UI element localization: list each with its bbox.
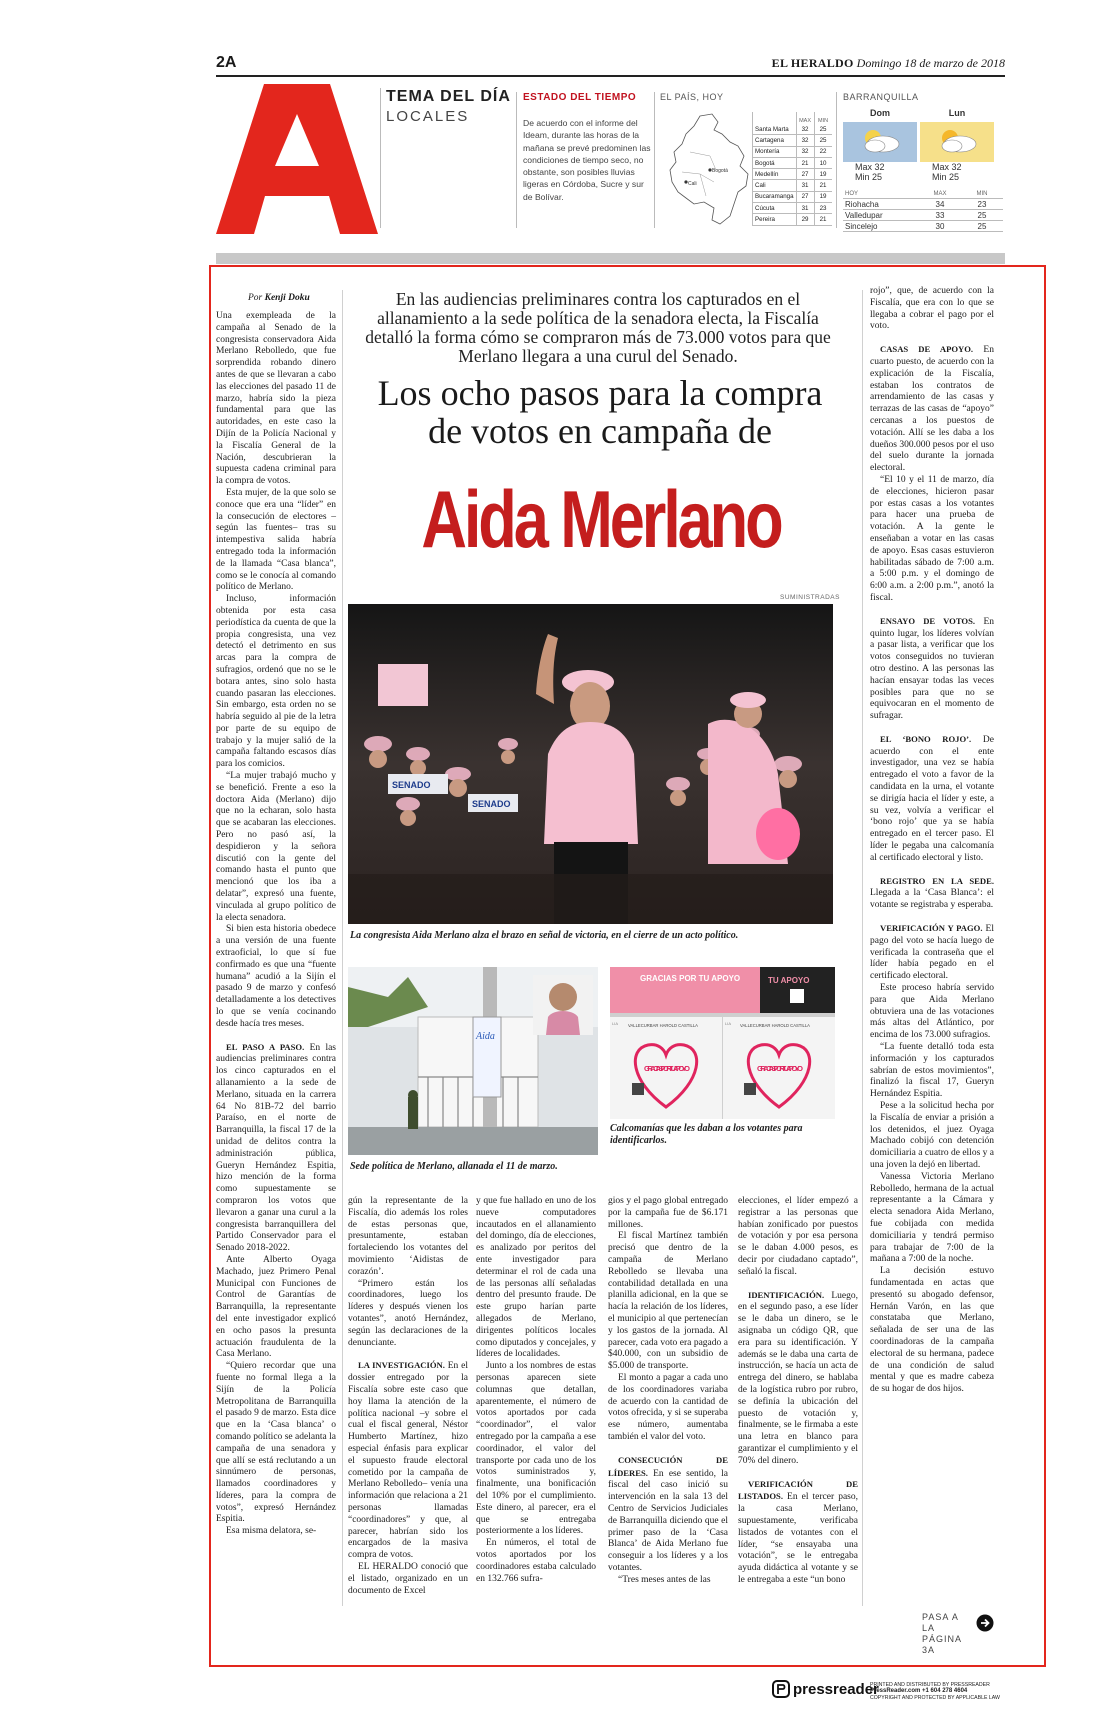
paragraph-text: “La mujer trabajó mucho y se benefició. Frente a eso la doctora Aida (Merlano) dijo que no la echaran, solo hasta que se acabaran las elecciones. Pero no pasó así, la despidieron y la señora discutió con la gente del comando hasta el punto que mencionó que los iba a delatar”, expresó una fuente, vinculada al grupo político de la electa senadora.	[216, 771, 336, 923]
section-letter: A	[216, 84, 217, 85]
paragraph-text: gún la representante de la Fiscalía, dio además los roles de estas personas que, presuntamente, estaban fortaleciendo los votantes del movimiento ‘Aidistas de corazón’.	[348, 1196, 468, 1277]
paragraph-text: Una exempleada de la campaña al Senado de la congresista conservadora Aida Merlano Rebolledo, que fue sorprendida robando dinero antes de que se llevaran a cabo las elecciones del pasado 11 de marzo, habría sido la pieza fundamental para que las autoridades, en este caso la Dijín de la Policía Nacional y la Fiscalía General de la Nación, descubrieran la supuesta cadena criminal para la compra de votos.	[216, 311, 336, 487]
paragraph-text: elecciones, el líder empezó a registrar a las personas que habían zonificado por puestos de votación y por esa persona se le daban 4.000 pesos, es decir por ciudadano captado”, señaló la fiscal.	[738, 1196, 858, 1277]
article-paragraph	[870, 876, 994, 912]
paragraph-text: El pago del voto se hacía luego de verificada la contraseña que el líder había pegado en el certificado electoral.	[870, 924, 994, 982]
paragraph-lead: EL PASO A PASO.	[226, 1041, 305, 1052]
paragraph-text: La decisión estuvo fundamentada en actas que presentó su abogado defensor, Hernán Varón, en las que constataba que Merlano, señalada de ser una de las coordinadoras de la campaña electoral de su hermana, padece de una condición de salud mental y que es madre cabeza de su hogar de dos hijos.	[870, 1266, 994, 1395]
house-photo-caption: Sede política de Merlano, allanada el 11 de marzo.	[350, 1161, 558, 1172]
page-number: 2A	[216, 54, 237, 71]
paragraph-text: En el dossier entregado por la Fiscalía sobre este caso que hoy llama la atención de la política nacional –y sobre el cual el fiscal general, Néstor Humberto Martínez, hizo especial énfasis para explicar el supuesto fraude electoral cometido por la campaña de Merlano Rebolledo– venía una información que relaciona a 21 personas llamadas “coordinadores” y que, al parecer, habrían sido los encargados de la masiva compra de votos.	[348, 1361, 468, 1561]
paragraph-text: y que fue hallado en uno de los nueve computadores incautados en el allanamiento del domingo, día de elecciones, es analizado por peritos del ente investigador para determinar el rol de cada una de las personas allí señaladas dentro del presunto fraude. De este grupo harían parte allegados de Merlano, dirigentes políticos locales como diputados y concejales, y líderes de localidades.	[476, 1196, 596, 1360]
sticker-brand: LIA	[725, 1021, 732, 1026]
paragraph-lead: ENSAYO DE VOTOS.	[880, 615, 976, 626]
forecast-day-name: Dom	[870, 108, 890, 118]
article-paragraph	[608, 1455, 728, 1575]
paragraph-text: “La fuente detalló toda esta información y los capturados sabrían de estos movimientos”, finalizó la fiscal 17, Gueryn Hernández Espitia.	[870, 1042, 994, 1100]
table-row: Valledupar 33 25	[843, 210, 1003, 221]
paragraph-spacer	[738, 1279, 858, 1290]
section-bar	[216, 253, 1005, 264]
forecast-min: Min 25	[855, 172, 883, 182]
table-row: Cúcuta 31 23	[753, 203, 832, 214]
paragraph-text: Ante Alberto Oyaga Machado, juez Primero Penal Municipal con Funciones de Control de Garantías de Barranquilla, la representante del ente investigador explicó en ocho pasos la presunta actuación fraudulenta de la Casa Merlano.	[216, 1254, 336, 1360]
paragraph-text: El fiscal Martínez también precisó que dentro de la campaña de Merlano Rebolledo se llevaba una contabilidad detallada en una planilla adicional, en la que se hacía la relación de los líderes, el municipio al que pertenecían y los gastos de la jornada. Al parecer, cada voto era pagado a $40.000, con un subsidio de $5.000 de transporte.	[608, 1231, 728, 1372]
weather-state-heading: ESTADO DEL TIEMPO	[523, 92, 637, 103]
paragraph-text: “Tres meses antes de las	[618, 1574, 711, 1585]
article-paragraph	[216, 594, 336, 771]
paragraph-text: Llegada a la ‘Casa Blanca’: el votante se registraba y esperaba.	[870, 888, 994, 911]
sticker-name: VALLECURBAR HAROLD CASTILLA	[628, 1023, 698, 1028]
forecast-day	[843, 108, 917, 182]
paragraph-spacer	[348, 1349, 468, 1360]
article-paragraph	[870, 1266, 994, 1396]
barranquilla-weather	[843, 92, 1003, 102]
sticker-name: VALLECURBAR HAROLD CASTILLA	[740, 1023, 810, 1028]
byline: Por Kenji Doku	[248, 293, 310, 303]
pressreader-brand: pressreader	[793, 1680, 879, 1698]
article-column	[476, 1196, 596, 1585]
stickers-photo	[610, 967, 835, 1119]
table-row: Pereira 29 21	[753, 214, 832, 225]
paragraph-spacer	[870, 865, 994, 876]
paragraph-lead: EL ‘BONO ROJO’.	[880, 733, 972, 744]
article-paragraph	[216, 1526, 336, 1538]
city-temperature-table	[752, 112, 832, 226]
col-max: MAX	[796, 112, 814, 124]
paragraph-spacer	[216, 1031, 336, 1042]
partly-cloudy-icon	[920, 122, 994, 162]
article-paragraph	[870, 923, 994, 983]
poster-text: Aida	[476, 1031, 495, 1042]
article-paragraph	[870, 983, 994, 1042]
paragraph-text: EL HERALDO conoció que el listado, organizado en un documento de Excel	[348, 1561, 468, 1596]
country-weather	[660, 92, 828, 102]
article-paragraph	[870, 1042, 994, 1101]
article-paragraph	[348, 1279, 468, 1350]
article-paragraph	[608, 1196, 728, 1231]
paragraph-lead: CONSECUCIÓN DE LÍDERES.	[608, 1454, 728, 1478]
arrow-right-icon[interactable]	[976, 1614, 994, 1632]
forecast-max: Max 32	[932, 162, 962, 172]
paragraph-text: Incluso, información obtenida por esta casa periodística da cuenta de que la propia congresista, una vez detectó el detrimento en sus arcas para la compra de sufragios, ordenó que no se le botara antes, sino solo hasta cuando pasaran las elecciones. Sin embargo, esta orden no se habría seguido al pie de la letra por parte de su equipo de trabajo y la mujer salió de la campaña faltando escasos días para los comicios.	[216, 594, 336, 770]
partly-cloudy-icon	[843, 122, 917, 162]
paragraph-text: Este proceso habría servido para que Aida Merlano obtuviera una de las votaciones más altas del Atlántico, por encima de los 73.000 sufragios.	[870, 983, 994, 1041]
table-row: Cartagena 32 25	[753, 135, 832, 146]
sticker-text: GRACIAS POR TU APOYO	[640, 974, 741, 983]
paragraph-text: “El 10 y el 11 de marzo, día de elecciones, hicieron pasar por estas casas a los votantes para hacer una prueba de votación. A la gente le enseñaban a votar en las casas de apoyo. Esas casas estuvieron habilitadas sábado de 7:00 a.m. a 5:00 p.m. y el domingo de 6:00 a.m. a 2:00 p.m.”, anotó la fiscal.	[870, 474, 994, 603]
paragraph-text: “Quiero recordar que una fuente no formal llega a la Sijín de la Policía Metropolitana de Barranquilla el pasado 9 de marzo. Esta dice que en la ‘Casa blanca’ o comando político se adelanta la campaña de una senadora y que allí se está reclutando a un sinnúmero de personas, llamados coordinadores y líderes, para la compra de votos”, expresó Hernández Espitia.	[216, 1361, 336, 1525]
paragraph-spacer	[870, 912, 994, 923]
paragraph-text: De acuerdo con el ente investigador, una vez se había entregado el voto a favor de la candidata en la urna, el votante se dirigía hacia el líder y este, a su vez, volvía a verificar el ‘bono rojo’ que ya se había entregado en el tercer paso. El líder le pegaba una calcomanía al certificado electoral y listo.	[870, 734, 994, 863]
forecast-min: Min 25	[932, 172, 960, 182]
article-paragraph	[738, 1196, 858, 1279]
article-column	[870, 286, 994, 1396]
forecast-max: Max 32	[855, 162, 885, 172]
map-label-cali: Cali	[688, 181, 697, 187]
article-column	[608, 1196, 728, 1587]
table-row: Sincelejo 30 25	[843, 221, 1003, 232]
headline	[340, 374, 860, 450]
paragraph-spacer	[870, 333, 994, 344]
paragraph-text: En las audiencias preliminares contra los cinco capturados en el allanamiento a la sede de Merlano, situada en la carrera 64 No 81B-72 del barrio Paraíso, en el norte de Barranquilla, la fiscal 17 de la unidad de delitos contra la administración pública, Gueryn Hernández Espitia, hizo mención de la forma como supuestamente se compraron los votos que llevaron a ganar una curul a la congresista barranquillera del Partido Conservador para el Senado 2018-2022.	[216, 1042, 336, 1254]
paragraph-lead: CASAS DE APOYO.	[880, 344, 974, 355]
paragraph-text: En números, el total de votos aportados por los coordinadores estaba calculado en 132.766 sufra-	[476, 1538, 596, 1584]
masthead	[772, 56, 1005, 71]
article-paragraph	[870, 286, 994, 333]
table-row: Santa Marta 32 25	[753, 124, 832, 135]
main-photo-caption: La congresista Aida Merlano alza el brazo en señal de victoria, en el cierre de un acto político.	[350, 930, 739, 941]
paragraph-text: En el tercer paso, la casa Merlano, supuestamente, verificaba listados de votantes con el líder, “se ensayaba una votación”, se le entregaba ayuda didáctica al votante y se le entregaba a este “un bono	[738, 1492, 858, 1585]
article-paragraph	[476, 1361, 596, 1538]
paragraph-lead: LA INVESTIGACIÓN.	[358, 1360, 445, 1371]
paragraph-text: Si bien esta historia obedece a una versión de una fuente extraoficial, lo que sí fue confirmado es que una “fuente humana” acudió a la Sijín el pasado 9 de marzo y confesó detalladamente a los detectives lo que se venía cocinando desde hacía tres meses.	[216, 924, 336, 1029]
divider	[654, 92, 655, 228]
article-paragraph	[870, 616, 994, 723]
regional-temperature-table: HOY MAX MIN Riohacha 34 23 Valledupar 33 25 Sincelejo 30 25	[843, 190, 1003, 232]
paper-name: EL HERALDO	[771, 56, 854, 70]
table-row: Bogotá 21 10	[753, 157, 832, 168]
article-column	[738, 1196, 858, 1587]
paragraph-text: Vanessa Victoria Merlano Rebolledo, hermana de la actual representante a la Cámara y electa senadora Aida Merlano, fue cobijada con medida domiciliaria y tendrá permiso para trabajar de 7:00 de la mañana a 7:00 de la noche.	[870, 1171, 994, 1265]
paragraph-text: Esa misma delatora, se-	[226, 1526, 317, 1537]
sticker-text: TU APOYO	[768, 976, 810, 985]
paragraph-text: “Primero están los coordinadores, luego los líderes y después vienen los votantes”, anotó Hernández, según las declaraciones de la denunciante.	[348, 1278, 468, 1348]
paragraph-lead: REGISTRO EN LA SEDE.	[880, 875, 994, 886]
table-row: Cali 31 21	[753, 180, 832, 191]
divider	[380, 88, 381, 228]
paragraph-spacer	[870, 605, 994, 616]
column-divider	[862, 290, 863, 1606]
divider	[836, 92, 837, 228]
table-row: Montería 32 22	[753, 146, 832, 157]
article-paragraph	[216, 771, 336, 924]
headline-name: Aida Merlano	[421, 475, 781, 565]
stickers-photo-caption: Calcomanías que les daban a los votantes para identificarlos.	[610, 1123, 803, 1146]
article-paragraph	[216, 924, 336, 1030]
table-row: Riohacha 34 23	[843, 199, 1003, 210]
col-min: MIN	[814, 112, 832, 124]
paragraph-text: El monto a pagar a cada uno de los coordinadores variaba de acuerdo con la cantidad de votos ofrecida, y si se superaba ese número, aumentaba también el valor del voto.	[608, 1372, 728, 1442]
top-rule	[216, 75, 1005, 77]
paragraph-spacer	[608, 1444, 728, 1455]
country-weather-label: EL PAÍS, HOY	[660, 92, 724, 102]
article-column	[216, 311, 336, 1538]
paragraph-text: En cuarto puesto, de acuerdo con la explicación de la Fiscalía, estaban los contratos de arrendamiento de las casas y terrazas de las casas de “apoyo” cercanas a los puestos de votación. Allí se les daba a los dueños 300.000 pesos por el uso del suelo durante la jornada electoral.	[870, 345, 994, 474]
article-paragraph	[216, 1255, 336, 1361]
article-paragraph	[608, 1373, 728, 1444]
photo-sign: SENADO	[472, 799, 511, 809]
house-photo	[348, 967, 598, 1155]
article-paragraph	[348, 1196, 468, 1279]
paragraph-text: Pese a la solicitud hecha por la Fiscalía de enviar a prisión a los detenidos, el juez Oyaga Machado cobijó con detención domiciliaria a cuatro de ellos y a una joven la dejó en libertad.	[870, 1101, 994, 1170]
section-title: TEMA DEL DÍA	[386, 88, 511, 105]
continue-label: PASA A LA PÁGINA 3A	[922, 1612, 962, 1655]
section-subtitle: LOCALES	[386, 108, 470, 125]
paragraph-spacer	[870, 723, 994, 734]
paragraph-text: En quinto lugar, los líderes volvían a pasar lista, a verificar que los votos conseguidos no tuvieran otro destino. A las personas las hacían ensayar todas las veces posibles para que no se equivocaran en el momento de sufragar.	[870, 616, 994, 722]
barranquilla-label: BARRANQUILLA	[843, 92, 919, 102]
pressreader-note: PRINTED AND DISTRIBUTED BY PRESSREADER PressReader.com +1 604 278 4604 COPYRIGHT AND PROTECTED BY APPLICABLE LAW	[870, 1682, 1000, 1701]
colombia-map	[660, 112, 758, 230]
article-paragraph	[738, 1290, 858, 1468]
section-letter-logo	[216, 84, 378, 234]
weather-state-text: De acuerdo con el informe del Ideam, durante las horas de la mañana se prevé predominen las condiciones de tiempo seco, no obstante, son posibles lluvias ligeras en Córdoba, Sucre y sur de Bolívar.	[523, 118, 651, 202]
article-paragraph	[216, 1042, 336, 1255]
map-label-bogota: Bogotá	[712, 168, 728, 174]
article-column	[348, 1196, 468, 1597]
article-paragraph	[348, 1562, 468, 1597]
headline-line: de votos en campaña de	[428, 411, 772, 451]
sticker-text: GRACIAS POR TU APOYO	[757, 1064, 803, 1073]
sticker-brand: LIA	[612, 1021, 619, 1026]
article-paragraph	[476, 1538, 596, 1585]
article-paragraph	[870, 344, 994, 475]
paragraph-text: Esta mujer, de la que solo se conoce que era una “líder” en la consecución de electores –según las fuentes– tras su intempestiva salida habría entregado toda la información de la llamada “Casa blanca”, como se le conocía al comando político de Merlano.	[216, 487, 336, 593]
article-paragraph	[608, 1575, 728, 1587]
article-intro: En las audiencias preliminares contra los capturados en el allanamiento a la sede política de la senadora electa, la Fiscalía detalló la forma cómo se compraron más de 73.000 votos para que Merlano llegara a una curul del Senado.	[365, 289, 831, 366]
pressreader-icon	[772, 1680, 790, 1698]
edition-date: Domingo 18 de marzo de 2018	[856, 56, 1005, 70]
article-paragraph	[870, 1101, 994, 1172]
paragraph-lead: VERIFICACIÓN Y PAGO.	[880, 923, 983, 934]
photo-credit: SUMINISTRADAS	[780, 594, 840, 601]
photo-sign: SENADO	[392, 780, 431, 790]
main-photo	[348, 604, 833, 924]
article-paragraph	[870, 1172, 994, 1266]
byline-author: Kenji Doku	[264, 293, 310, 303]
article-paragraph	[216, 488, 336, 594]
table-row: Medellín 27 19	[753, 169, 832, 180]
article-paragraph	[870, 734, 994, 865]
article-paragraph	[608, 1231, 728, 1373]
article-paragraph	[348, 1360, 468, 1562]
paragraph-lead: IDENTIFICACIÓN.	[748, 1289, 825, 1300]
article-paragraph	[216, 1361, 336, 1526]
article-paragraph	[870, 475, 994, 605]
weather-state-box	[523, 92, 653, 203]
table-row: Bucaramanga 27 19	[753, 191, 832, 202]
article-paragraph	[738, 1479, 858, 1587]
paragraph-text: gios y el pago global entregado por la campaña fue de $6.171 millones.	[608, 1196, 728, 1230]
article-paragraph	[476, 1196, 596, 1361]
forecast-day	[920, 108, 994, 182]
section-label	[386, 88, 518, 125]
article-paragraph	[216, 311, 336, 488]
paragraph-lead: VERIFICACIÓN DE LISTADOS.	[738, 1478, 858, 1502]
sticker-text: GRACIAS POR TU APOYO	[644, 1064, 690, 1073]
paragraph-text: rojo”, que, de acuerdo con la Fiscalía, que era con lo que se llegaba a cobrar el pago por el voto.	[870, 286, 994, 332]
paragraph-text: Luego, en el segundo paso, a ese líder se le daba un dinero, se le asignaba un código QR, que era para su identificación. Y además se le daba una carta de instrucción, se hacía un acta de entrega del dinero, se hablaba de la logística rubro por rubro, se definía la ubicación del puesto de votación y, finalmente, se le firmaba a este una letra en blanco para garantizar el cumplimiento y el 70% del dinero.	[738, 1290, 858, 1466]
pressreader-logo	[772, 1680, 879, 1698]
divider	[516, 92, 517, 228]
paragraph-text: Junto a los nombres de estas personas aparecen siete columnas que detallan, aparentemente, el número de votos aportados por cada “coordinador”, el valor entregado por la campaña a ese coordinador, el valor del transporte por cada uno de los votos suministrados y, finalmente, una bonificación del 10% por el cumplimiento. Este dinero, al parecer, era el que se entregaba posteriormente a los líderes.	[476, 1361, 596, 1537]
forecast-day-name: Lun	[948, 108, 966, 118]
paragraph-spacer	[738, 1468, 858, 1479]
headline-line: Los ocho pasos para la compra	[377, 373, 823, 413]
paragraph-text: En ese sentido, la fiscal del caso inició su intervención en la sala 13 del Centro de Servicios Judiciales de Barranquilla diciendo que el primer paso de la ‘Casa Blanca’ de Aida Merlano fue conseguir a los líderes y a los votantes.	[608, 1468, 728, 1573]
column-divider	[342, 290, 343, 1606]
